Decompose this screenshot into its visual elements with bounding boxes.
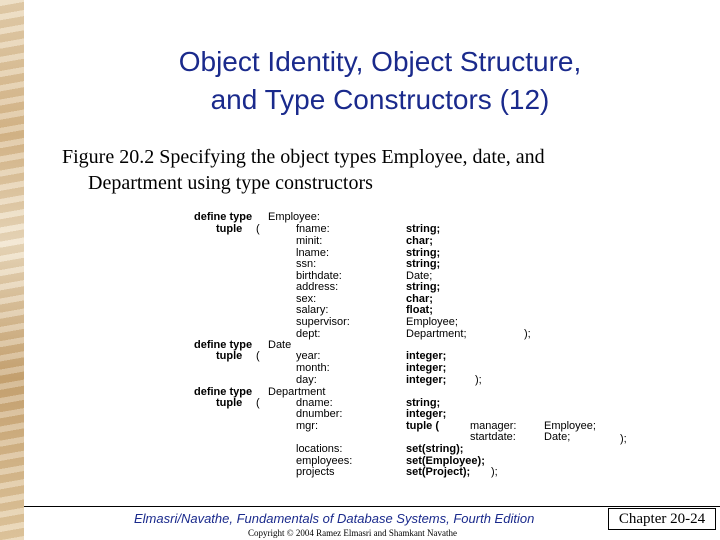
field-type: Date; <box>406 270 433 282</box>
field-name: salary: <box>296 304 329 316</box>
field-name: birthdate: <box>296 270 342 282</box>
field-type: set(Project); <box>406 466 471 478</box>
field-type: char; <box>406 235 433 247</box>
footer-divider <box>24 506 720 507</box>
define-type-keyword: define type <box>194 211 253 223</box>
field-type: Date; <box>544 431 571 443</box>
close-paren: ); <box>475 374 482 386</box>
field-name: fname: <box>296 223 330 235</box>
field-type: string; <box>406 247 441 259</box>
field-name: mgr: <box>296 420 318 432</box>
field-name: dnumber: <box>296 408 343 420</box>
field-type: char; <box>406 293 433 305</box>
field-name: sex: <box>296 293 317 305</box>
field-name: year: <box>296 350 321 362</box>
field-type: Employee; <box>406 316 458 328</box>
footer-book-title: Elmasri/Navathe, Fundamentals of Database Systems, Fourth Edition <box>134 511 535 526</box>
field-type: string; <box>406 281 441 293</box>
field-type: integer; <box>406 362 447 374</box>
field-type: tuple ( <box>406 420 439 432</box>
tuple-keyword: tuple <box>216 350 243 362</box>
define-type-keyword: define type <box>194 339 253 351</box>
field-name: lname: <box>296 247 330 259</box>
field-name: locations: <box>296 443 343 455</box>
field-type: integer; <box>406 408 447 420</box>
field-type: string; <box>406 397 441 409</box>
field-name: dept: <box>296 328 321 340</box>
field-type: string; <box>406 258 441 270</box>
field-type: integer; <box>406 374 447 386</box>
figure-caption-line-2: Department using type constructors <box>88 172 373 194</box>
date-type-name: Date <box>268 339 292 351</box>
close-paren: ); <box>524 328 531 340</box>
field-name: minit: <box>296 235 323 247</box>
footer-copyright: Copyright © 2004 Ramez Elmasri and Shamkant Navathe <box>248 528 458 538</box>
slide-title-line-2: and Type Constructors (12) <box>210 84 550 115</box>
tuple-keyword: tuple <box>216 397 243 409</box>
close-paren: ); <box>491 466 498 478</box>
open-paren: ( <box>256 397 260 409</box>
define-type-keyword: define type <box>194 386 253 398</box>
figure-caption-line-1: Figure 20.2 Specifying the object types Employee, date, and <box>62 146 545 168</box>
field-type: float; <box>406 304 433 316</box>
field-name: manager: <box>470 420 517 432</box>
field-type: Department; <box>406 328 467 340</box>
field-type: set(string); <box>406 443 464 455</box>
close-paren: ); <box>620 433 627 445</box>
field-type: Employee; <box>544 420 596 432</box>
field-name: day: <box>296 374 317 386</box>
field-name: projects <box>296 466 335 478</box>
field-name: employees: <box>296 455 353 467</box>
employee-type-name: Employee: <box>268 211 320 223</box>
field-type: string; <box>406 223 441 235</box>
field-name: month: <box>296 362 330 374</box>
tuple-keyword: tuple <box>216 223 243 235</box>
field-type: integer; <box>406 350 447 362</box>
open-paren: ( <box>256 223 260 235</box>
field-name: address: <box>296 281 339 293</box>
field-name: dname: <box>296 397 333 409</box>
field-name: startdate: <box>470 431 516 443</box>
field-name: ssn: <box>296 258 317 270</box>
open-paren: ( <box>256 350 260 362</box>
department-type-name: Department <box>268 386 326 398</box>
field-type: set(Employee); <box>406 455 485 467</box>
slide-title-line-1: Object Identity, Object Structure, <box>178 46 582 77</box>
field-name: supervisor: <box>296 316 350 328</box>
chapter-page-number: Chapter 20-24 <box>608 508 716 530</box>
